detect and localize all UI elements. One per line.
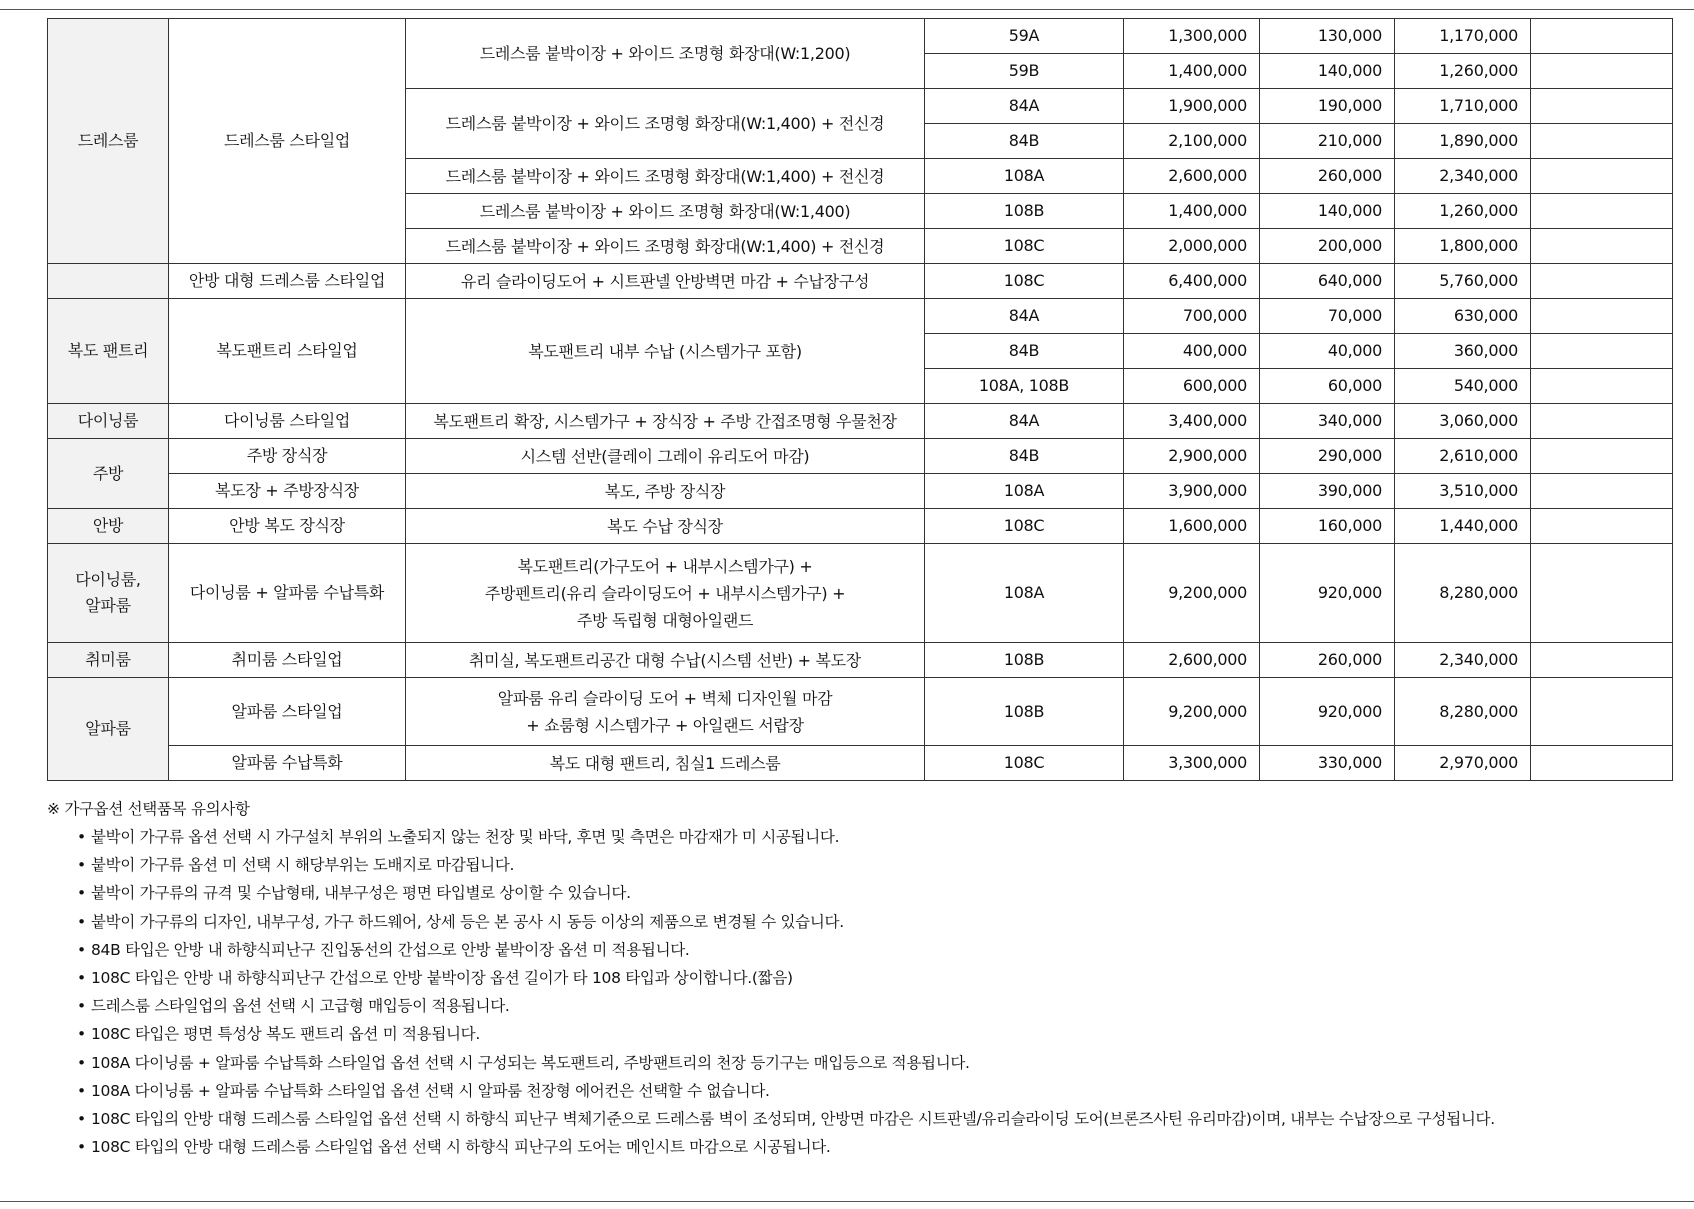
desc-cell: 드레스룸 붙박이장 + 와이드 조명형 화장대(W:1,200) [406, 19, 925, 89]
desc-cell: 시스템 선반(클레이 그레이 유리도어 마감) [406, 439, 925, 474]
bullet-icon: • [77, 1081, 86, 1100]
deposit-cell: 200,000 [1260, 229, 1395, 264]
note-text: 붙박이 가구류의 디자인, 내부구성, 가구 하드웨어, 상세 등은 본 공사 시 동등 이상의 제품으로 변경될 수 있습니다. [91, 912, 844, 931]
type-cell: 84A [925, 299, 1124, 334]
table-row [48, 404, 1673, 439]
desc-cell: 드레스룸 붙박이장 + 와이드 조명형 화장대(W:1,400) + 전신경 [406, 229, 925, 264]
desc-cell: 취미실, 복도팬트리공간 대형 수납(시스템 선반) + 복도장 [406, 643, 925, 678]
price-cell: 1,300,000 [1124, 19, 1260, 54]
type-cell: 59A [925, 19, 1124, 54]
price-cell: 9,200,000 [1124, 544, 1260, 643]
price-cell: 2,900,000 [1124, 439, 1260, 474]
table-row [48, 474, 1673, 509]
note-cell [1531, 334, 1673, 369]
item-cell: 알파룸 스타일업 [169, 678, 406, 746]
notes-list [47, 823, 1677, 1161]
note-text: 108C 타입의 안방 대형 드레스룸 스타일업 옵션 선택 시 하향식 피난구의 도어는 메인시트 마감으로 시공됩니다. [91, 1138, 831, 1157]
price-cell: 9,200,000 [1124, 678, 1260, 746]
deposit-cell: 260,000 [1260, 643, 1395, 678]
desc-cell: 복도 대형 팬트리, 침실1 드레스룸 [406, 746, 925, 781]
price-cell: 1,400,000 [1124, 54, 1260, 89]
balance-cell: 1,890,000 [1395, 124, 1531, 159]
type-cell: 108A, 108B [925, 369, 1124, 404]
deposit-cell: 130,000 [1260, 19, 1395, 54]
balance-cell: 3,510,000 [1395, 474, 1531, 509]
desc-cell: 드레스룸 붙박이장 + 와이드 조명형 화장대(W:1,400) [406, 194, 925, 229]
type-cell: 108B [925, 194, 1124, 229]
note-cell [1531, 299, 1673, 334]
note-cell [1531, 474, 1673, 509]
note-text: 108A 다이닝룸 + 알파룸 수납특화 스타일업 옵션 선택 시 알파룸 천장형 에어컨은 선택할 수 없습니다. [91, 1081, 770, 1100]
table-row [48, 264, 1673, 299]
type-cell: 108C [925, 264, 1124, 299]
note-cell [1531, 19, 1673, 54]
top-rule [0, 9, 1694, 10]
price-cell: 700,000 [1124, 299, 1260, 334]
price-cell: 1,900,000 [1124, 89, 1260, 124]
type-cell: 108C [925, 509, 1124, 544]
type-cell: 108B [925, 643, 1124, 678]
deposit-cell: 140,000 [1260, 194, 1395, 229]
balance-cell: 540,000 [1395, 369, 1531, 404]
list-item [47, 1077, 1677, 1105]
bullet-icon: • [77, 856, 86, 875]
price-cell: 2,600,000 [1124, 159, 1260, 194]
area-cell: 다이닝룸 [48, 404, 169, 439]
desc-line: 주방 독립형 대형아일랜드 [576, 610, 754, 630]
note-text: 108C 타입의 안방 대형 드레스룸 스타일업 옵션 선택 시 하향식 피난구 벽체기준으로 드레스룸 벽이 조성되며, 안방면 마감은 시트판넬/유리슬라이딩 도어(브론즈사틴 유리마감)이며, 내부는 수납장으로 구성됩니다. [91, 1109, 1495, 1128]
bullet-icon: • [77, 828, 86, 846]
balance-cell: 3,060,000 [1395, 404, 1531, 439]
desc-cell: 복도, 주방 장식장 [406, 474, 925, 509]
area-cell: 안방 [48, 509, 169, 544]
price-cell: 2,000,000 [1124, 229, 1260, 264]
bullet-icon: • [77, 1138, 86, 1157]
balance-cell: 8,280,000 [1395, 544, 1531, 643]
deposit-cell: 60,000 [1260, 369, 1395, 404]
note-text: 붙박이 가구류의 규격 및 수납형태, 내부구성은 평면 타입별로 상이할 수 있습니다. [91, 884, 631, 903]
balance-cell: 2,340,000 [1395, 643, 1531, 678]
type-cell: 84B [925, 439, 1124, 474]
note-text: 붙박이 가구류 옵션 선택 시 가구설치 부위의 노출되지 않는 천장 및 바닥, 후면 및 측면은 마감재가 미 시공됩니다. [91, 828, 840, 846]
type-cell: 84A [925, 89, 1124, 124]
bullet-icon: • [77, 1025, 86, 1044]
area-cell-continued [48, 264, 169, 299]
deposit-cell: 260,000 [1260, 159, 1395, 194]
balance-cell: 1,710,000 [1395, 89, 1531, 124]
balance-cell: 1,800,000 [1395, 229, 1531, 264]
type-cell: 108A [925, 474, 1124, 509]
list-item [47, 908, 1677, 936]
deposit-cell: 640,000 [1260, 264, 1395, 299]
note-cell [1531, 264, 1673, 299]
type-cell: 108C [925, 229, 1124, 264]
note-cell [1531, 439, 1673, 474]
table-row [48, 299, 1673, 334]
note-cell [1531, 746, 1673, 781]
note-cell [1531, 643, 1673, 678]
list-item [47, 936, 1677, 964]
notes-section [47, 795, 1677, 1161]
area-line: 알파룸 [85, 596, 131, 615]
type-cell: 108B [925, 678, 1124, 746]
balance-cell: 2,610,000 [1395, 439, 1531, 474]
desc-cell: 복도팬트리 내부 수납 (시스템가구 포함) [406, 299, 925, 404]
note-cell [1531, 678, 1673, 746]
item-cell: 안방 대형 드레스룸 스타일업 [169, 264, 406, 299]
table-row [48, 678, 1673, 746]
note-cell [1531, 54, 1673, 89]
deposit-cell: 330,000 [1260, 746, 1395, 781]
bullet-icon: • [77, 968, 86, 987]
price-cell: 1,600,000 [1124, 509, 1260, 544]
deposit-cell: 920,000 [1260, 678, 1395, 746]
note-text: 108C 타입은 안방 내 하향식피난구 간섭으로 안방 붙박이장 옵션 길이가 타 108 타입과 상이합니다.(짧음) [91, 968, 793, 987]
balance-cell: 1,260,000 [1395, 54, 1531, 89]
deposit-cell: 40,000 [1260, 334, 1395, 369]
type-cell: 84B [925, 334, 1124, 369]
item-cell: 드레스룸 스타일업 [169, 19, 406, 264]
notes-title: ※ 가구옵션 선택품목 유의사항 [47, 800, 250, 818]
balance-cell: 2,340,000 [1395, 159, 1531, 194]
area-line: 다이닝룸, [75, 570, 141, 589]
deposit-cell: 190,000 [1260, 89, 1395, 124]
table-row [48, 746, 1673, 781]
bullet-icon: • [77, 1053, 86, 1072]
price-cell: 1,400,000 [1124, 194, 1260, 229]
list-item [47, 1133, 1677, 1161]
deposit-cell: 160,000 [1260, 509, 1395, 544]
price-cell: 6,400,000 [1124, 264, 1260, 299]
desc-cell: 유리 슬라이딩도어 + 시트판넬 안방벽면 마감 + 수납장구성 [406, 264, 925, 299]
area-cell [48, 544, 169, 643]
item-cell: 취미룸 스타일업 [169, 643, 406, 678]
bullet-icon: • [77, 1109, 86, 1128]
option-price-table [47, 18, 1673, 781]
area-cell: 드레스룸 [48, 19, 169, 264]
desc-line: 복도팬트리(가구도어 + 내부시스템가구) + [517, 556, 813, 576]
type-cell: 108A [925, 159, 1124, 194]
balance-cell: 1,170,000 [1395, 19, 1531, 54]
desc-cell: 드레스룸 붙박이장 + 와이드 조명형 화장대(W:1,400) + 전신경 [406, 89, 925, 159]
deposit-cell: 140,000 [1260, 54, 1395, 89]
bullet-icon: • [77, 884, 86, 903]
note-text: 붙박이 가구류 옵션 미 선택 시 해당부위는 도배지로 마감됩니다. [91, 856, 515, 875]
type-cell: 84B [925, 124, 1124, 159]
deposit-cell: 290,000 [1260, 439, 1395, 474]
note-cell [1531, 369, 1673, 404]
price-cell: 3,300,000 [1124, 746, 1260, 781]
note-cell [1531, 159, 1673, 194]
bottom-rule [0, 1201, 1694, 1202]
list-item [47, 851, 1677, 879]
table-row [48, 19, 1673, 54]
balance-cell: 8,280,000 [1395, 678, 1531, 746]
list-item [47, 823, 1677, 851]
balance-cell: 2,970,000 [1395, 746, 1531, 781]
table-row [48, 439, 1673, 474]
note-cell [1531, 194, 1673, 229]
price-cell: 3,900,000 [1124, 474, 1260, 509]
item-cell: 복도팬트리 스타일업 [169, 299, 406, 404]
list-item [47, 992, 1677, 1020]
table-row [48, 643, 1673, 678]
note-cell [1531, 89, 1673, 124]
item-cell: 다이닝룸 + 알파룸 수납특화 [169, 544, 406, 643]
item-cell: 복도장 + 주방장식장 [169, 474, 406, 509]
bullet-icon: • [77, 940, 86, 959]
deposit-cell: 340,000 [1260, 404, 1395, 439]
desc-line: 주방펜트리(유리 슬라이딩도어 + 내부시스템가구) + [484, 583, 846, 603]
desc-line: 알파룸 유리 슬라이딩 도어 + 벽체 디자인월 마감 [497, 688, 833, 708]
deposit-cell: 390,000 [1260, 474, 1395, 509]
deposit-cell: 920,000 [1260, 544, 1395, 643]
desc-cell: 복도팬트리 확장, 시스템가구 + 장식장 + 주방 간접조명형 우물천장 [406, 404, 925, 439]
deposit-cell: 70,000 [1260, 299, 1395, 334]
area-cell: 알파룸 [48, 678, 169, 781]
area-cell: 주방 [48, 439, 169, 509]
note-text: 108A 다이닝룸 + 알파룸 수납특화 스타일업 옵션 선택 시 구성되는 복도팬트리, 주방팬트리의 천장 등기구는 매입등으로 적용됩니다. [91, 1053, 970, 1072]
bullet-icon: • [77, 912, 86, 931]
note-text: 드레스룸 스타일업의 옵션 선택 시 고급형 매입등이 적용됩니다. [91, 997, 510, 1016]
list-item [47, 1020, 1677, 1048]
desc-line: + 쇼룸형 시스템가구 + 아일랜드 서랍장 [526, 715, 804, 735]
desc-cell [406, 544, 925, 643]
item-cell: 다이닝룸 스타일업 [169, 404, 406, 439]
balance-cell: 1,260,000 [1395, 194, 1531, 229]
list-item [47, 1049, 1677, 1077]
item-cell: 알파룸 수납특화 [169, 746, 406, 781]
note-text: 84B 타입은 안방 내 하향식피난구 진입동선의 간섭으로 안방 붙박이장 옵션 미 적용됩니다. [91, 940, 690, 959]
balance-cell: 1,440,000 [1395, 509, 1531, 544]
price-cell: 600,000 [1124, 369, 1260, 404]
price-cell: 3,400,000 [1124, 404, 1260, 439]
type-cell: 84A [925, 404, 1124, 439]
desc-cell: 드레스룸 붙박이장 + 와이드 조명형 화장대(W:1,400) + 전신경 [406, 159, 925, 194]
area-cell: 복도 팬트리 [48, 299, 169, 404]
note-cell [1531, 124, 1673, 159]
note-text: 108C 타입은 평면 특성상 복도 팬트리 옵션 미 적용됩니다. [91, 1025, 480, 1044]
list-item [47, 964, 1677, 992]
note-cell [1531, 229, 1673, 264]
item-cell: 안방 복도 장식장 [169, 509, 406, 544]
price-cell: 400,000 [1124, 334, 1260, 369]
balance-cell: 630,000 [1395, 299, 1531, 334]
list-item [47, 1105, 1677, 1133]
note-cell [1531, 404, 1673, 439]
desc-cell: 복도 수납 장식장 [406, 509, 925, 544]
type-cell: 59B [925, 54, 1124, 89]
price-cell: 2,600,000 [1124, 643, 1260, 678]
table-row [48, 544, 1673, 643]
desc-cell [406, 678, 925, 746]
table-row [48, 509, 1673, 544]
item-cell: 주방 장식장 [169, 439, 406, 474]
price-cell: 2,100,000 [1124, 124, 1260, 159]
list-item [47, 879, 1677, 907]
type-cell: 108C [925, 746, 1124, 781]
balance-cell: 360,000 [1395, 334, 1531, 369]
deposit-cell: 210,000 [1260, 124, 1395, 159]
note-cell [1531, 509, 1673, 544]
type-cell: 108A [925, 544, 1124, 643]
note-cell [1531, 544, 1673, 643]
bullet-icon: • [77, 997, 86, 1016]
balance-cell: 5,760,000 [1395, 264, 1531, 299]
area-cell: 취미룸 [48, 643, 169, 678]
